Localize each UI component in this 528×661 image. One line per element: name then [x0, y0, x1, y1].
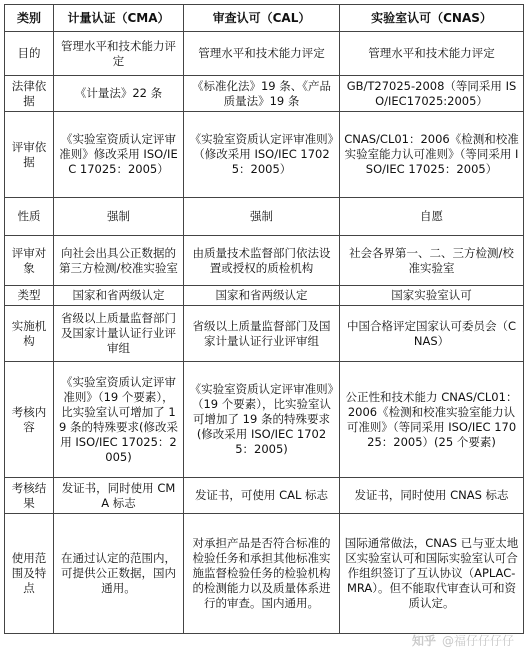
- cell-cal: 强制: [184, 198, 340, 236]
- row-label: 类型: [5, 286, 54, 306]
- row-label: 实施机构: [5, 306, 54, 362]
- header-row: [5, 5, 524, 32]
- header-cnas: 实验室认可（CNAS）: [340, 5, 524, 32]
- cell-cal: 发证书，可使用 CAL 标志: [184, 478, 340, 514]
- table-row: [5, 198, 524, 236]
- cell-cma: 发证书，同时使用 CMA 标志: [54, 478, 184, 514]
- row-label: 考核结果: [5, 478, 54, 514]
- header-category: 类别: [5, 5, 54, 32]
- row-label: 评审依据: [5, 112, 54, 198]
- row-label: 目的: [5, 32, 54, 76]
- row-label: 性质: [5, 198, 54, 236]
- row-label: 评审对象: [5, 236, 54, 286]
- table-row: [5, 286, 524, 306]
- cell-cnas: 管理水平和技术能力评定: [340, 32, 524, 76]
- cell-cnas: 发证书，同时使用 CNAS 标志: [340, 478, 524, 514]
- cell-cma: 《实验室资质认定评审准则》（19 个要素），比实验室认可增加了 19 条的特殊要求(修改采用 ISO/IEC 17025：2005): [54, 362, 184, 478]
- table-row: [5, 112, 524, 198]
- cell-cnas: 自愿: [340, 198, 524, 236]
- table-row: [5, 362, 524, 478]
- cell-cma: 强制: [54, 198, 184, 236]
- table-row: [5, 306, 524, 362]
- table-row: [5, 514, 524, 634]
- cell-cal: 《实验室资质认定评审准则》（修改采用 ISO/IEC 17025：2005）: [184, 112, 340, 198]
- cell-cma: 省级以上质量监督部门及国家计量认证行业评审组: [54, 306, 184, 362]
- table-row: [5, 478, 524, 514]
- row-label: 法律依据: [5, 76, 54, 112]
- table-row: [5, 76, 524, 112]
- cell-cnas: GB/T27025-2008（等同采用 ISO/IEC17025:2005）: [340, 76, 524, 112]
- cell-cma: 《计量法》22 条: [54, 76, 184, 112]
- cell-cal: 《标准化法》19 条、《产品质量法》19 条: [184, 76, 340, 112]
- row-label: 考核内容: [5, 362, 54, 478]
- zhihu-logo: 知乎: [411, 634, 436, 648]
- cell-cma: 《实验室资质认定评审准则》修改采用 ISO/IEC 17025：2005）: [54, 112, 184, 198]
- cell-cma: 管理水平和技术能力评定: [54, 32, 184, 76]
- table-row: [5, 236, 524, 286]
- cell-cnas: 国家实验室认可: [340, 286, 524, 306]
- cell-cnas: 公正性和技术能力 CNAS/CL01：2006《检测和校准实验室能力认可准则》（等同采用 ISO/IEC 17025：2005）(25 个要素): [340, 362, 524, 478]
- cell-cma: 在通过认定的范围内，可提供公正数据，国内通用。: [54, 514, 184, 634]
- table-row: [5, 32, 524, 76]
- cell-cnas: 中国合格评定国家认可委员会（CNAS）: [340, 306, 524, 362]
- watermark-author: @福仔仔仔仔: [441, 634, 514, 648]
- header-cma: 计量认证（CMA）: [54, 5, 184, 32]
- cell-cal: 国家和省两级认定: [184, 286, 340, 306]
- cell-cal: 省级以上质量监督部门及国家计量认证行业评审组: [184, 306, 340, 362]
- cell-cma: 国家和省两级认定: [54, 286, 184, 306]
- watermark: [412, 632, 514, 649]
- header-cal: 审查认可（CAL）: [184, 5, 340, 32]
- cell-cal: 由质量技术监督部门依法设置或授权的质检机构: [184, 236, 340, 286]
- cell-cnas: 国际通常做法，CNAS 已与亚太地区实验室认可和国际实验室认可合作组织签订了互认协议（APLAC-MRA）。但不能取代审查认可和资质认定。: [340, 514, 524, 634]
- cell-cnas: CNAS/CL01：2006《检测和校准实验室能力认可准则》（等同采用 ISO/IEC 17025：2005）: [340, 112, 524, 198]
- cell-cnas: 社会各界第一、二、三方检测/校准实验室: [340, 236, 524, 286]
- cell-cal: 管理水平和技术能力评定: [184, 32, 340, 76]
- row-label: 使用范围及特点: [5, 514, 54, 634]
- cell-cal: 《实验室资质认定评审准则》（19 个要素），比实验室认可增加了 19 条的特殊要求(修改采用 ISO/IEC 17025：2005): [184, 362, 340, 478]
- comparison-table: [4, 4, 524, 634]
- cell-cma: 向社会出具公正数据的第三方检测/校准实验室: [54, 236, 184, 286]
- cell-cal: 对承担产品是否符合标准的检验任务和承担其他标准实施监督检验任务的检验机构的检测能力以及质量体系进行的审查。国内通用。: [184, 514, 340, 634]
